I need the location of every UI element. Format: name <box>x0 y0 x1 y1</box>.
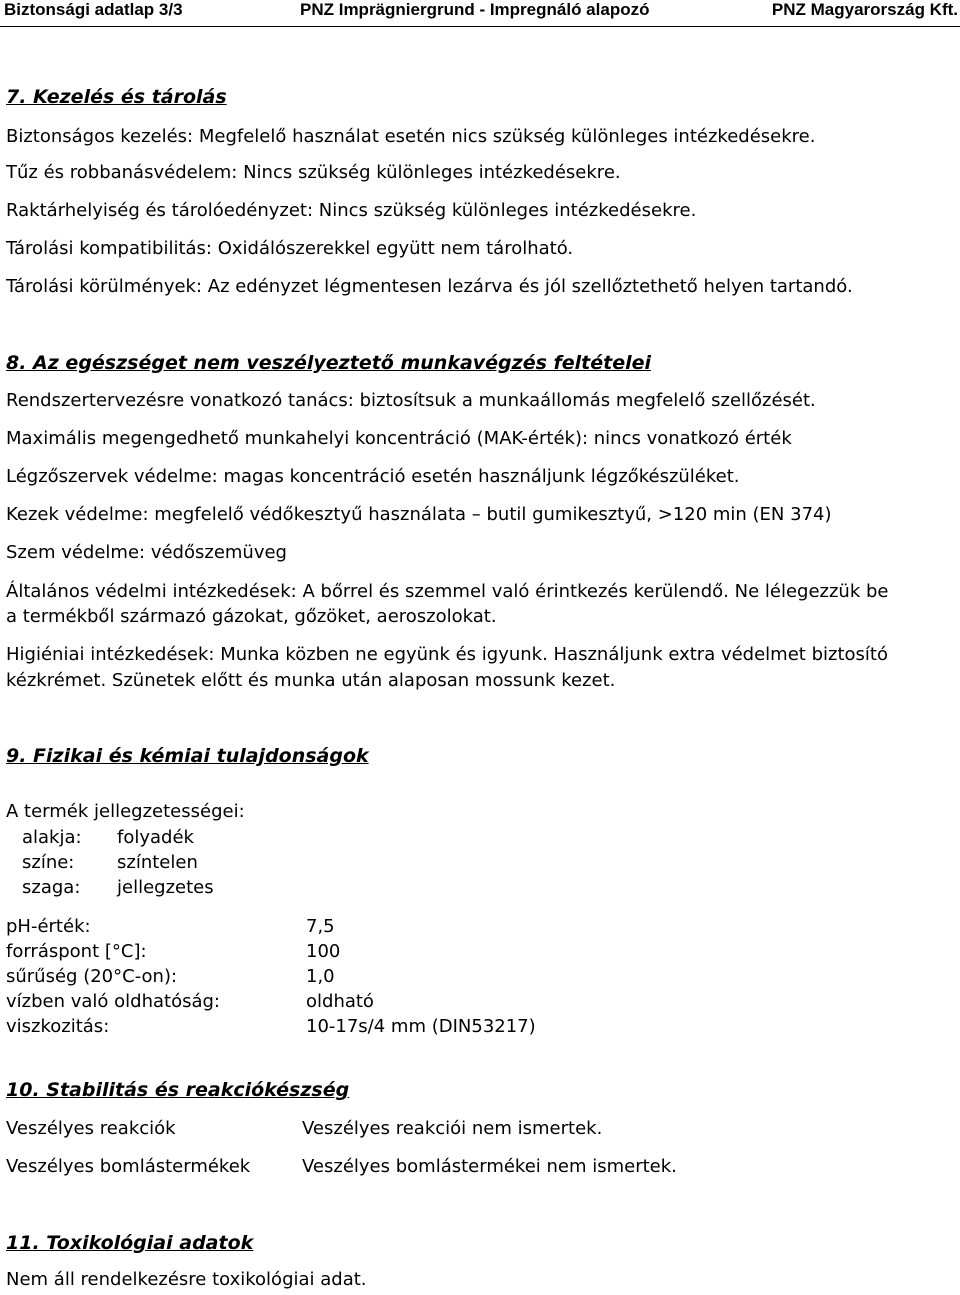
section-10-title: 10. Stabilitás és reakciókészség <box>6 1079 350 1101</box>
s8-line: Higiéniai intézkedések: Munka közben ne együnk és igyunk. Használjunk extra védelmet biztosító <box>6 644 888 665</box>
trait-value: jellegzetes <box>117 877 214 898</box>
s8-line: Kezek védelme: megfelelő védőkesztyű használata – butil gumikesztyű, >120 min (EN 374) <box>6 504 832 525</box>
s8-line: Maximális megengedhető munkahelyi koncentráció (MAK-érték): nincs vonatkozó érték <box>6 428 792 449</box>
header-right: PNZ Magyarország Kft. <box>771 0 958 19</box>
trait-value: folyadék <box>117 827 194 848</box>
reaction-label: Veszélyes reakciók <box>6 1118 176 1139</box>
s7-line: Tárolási körülmények: Az edényzet légmentesen lezárva és jól szellőztethető helyen tartandó. <box>6 276 853 297</box>
header-center: PNZ Imprägniergrund - Impregnáló alapozó <box>300 0 650 19</box>
s8-line: kézkrémet. Szünetek előtt és munka után alaposan mossunk kezet. <box>6 670 616 691</box>
prop-label: pH-érték: <box>6 916 91 937</box>
s7-line: Raktárhelyiség és tárolóedényzet: Nincs szükség különleges intézkedésekre. <box>6 200 697 221</box>
reaction-value: Veszélyes bomlástermékei nem ismertek. <box>302 1156 677 1177</box>
s7-line: Biztonságos kezelés: Megfelelő használat esetén nics szükség különleges intézkedésekre. <box>6 126 816 147</box>
trait-label: szaga: <box>22 877 81 898</box>
section-8-title: 8. Az egészséget nem veszélyeztető munkavégzés feltételei <box>6 352 652 374</box>
s11-text: Nem áll rendelkezésre toxikológiai adat. <box>6 1269 367 1290</box>
prop-value: 10-17s/4 mm (DIN53217) <box>306 1016 536 1037</box>
prop-label: forráspont [°C]: <box>6 941 147 962</box>
s8-line: Szem védelme: védőszemüveg <box>6 542 287 563</box>
prop-label: vízben való oldhatóság: <box>6 991 220 1012</box>
prop-value: 1,0 <box>306 966 335 987</box>
prop-value: 100 <box>306 941 341 962</box>
prop-value: 7,5 <box>306 916 335 937</box>
s7-line: Tűz és robbanásvédelem: Nincs szükség különleges intézkedésekre. <box>6 162 621 183</box>
s9-intro: A termék jellegzetességei: <box>6 801 245 822</box>
section-9-title: 9. Fizikai és kémiai tulajdonságok <box>6 745 369 767</box>
prop-label: viszkozitás: <box>6 1016 110 1037</box>
prop-value: oldható <box>306 991 374 1012</box>
trait-label: alakja: <box>22 827 82 848</box>
page-header <box>0 0 960 27</box>
header-left: Biztonsági adatlap 3/3 <box>4 0 183 19</box>
s8-line: Rendszertervezésre vonatkozó tanács: biztosítsuk a munkaállomás megfelelő szellőzését. <box>6 390 816 411</box>
reaction-value: Veszélyes reakciói nem ismertek. <box>302 1118 603 1139</box>
s8-line: Légzőszervek védelme: magas koncentráció esetén használjunk légzőkészüléket. <box>6 466 740 487</box>
section-7-title: 7. Kezelés és tárolás <box>6 86 227 108</box>
section-11-title: 11. Toxikológiai adatok <box>6 1232 254 1254</box>
s8-line: Általános védelmi intézkedések: A bőrrel és szemmel való érintkezés kerülendő. Ne lélegezzük be <box>6 581 889 602</box>
trait-label: színe: <box>22 852 75 873</box>
prop-label: sűrűség (20°C-on): <box>6 966 178 987</box>
reaction-label: Veszélyes bomlástermékek <box>6 1156 251 1177</box>
trait-value: színtelen <box>117 852 198 873</box>
s7-line: Tárolási kompatibilitás: Oxidálószerekkel együtt nem tárolható. <box>6 238 574 259</box>
s8-line: a termékből származó gázokat, gőzöket, aeroszolokat. <box>6 606 497 627</box>
